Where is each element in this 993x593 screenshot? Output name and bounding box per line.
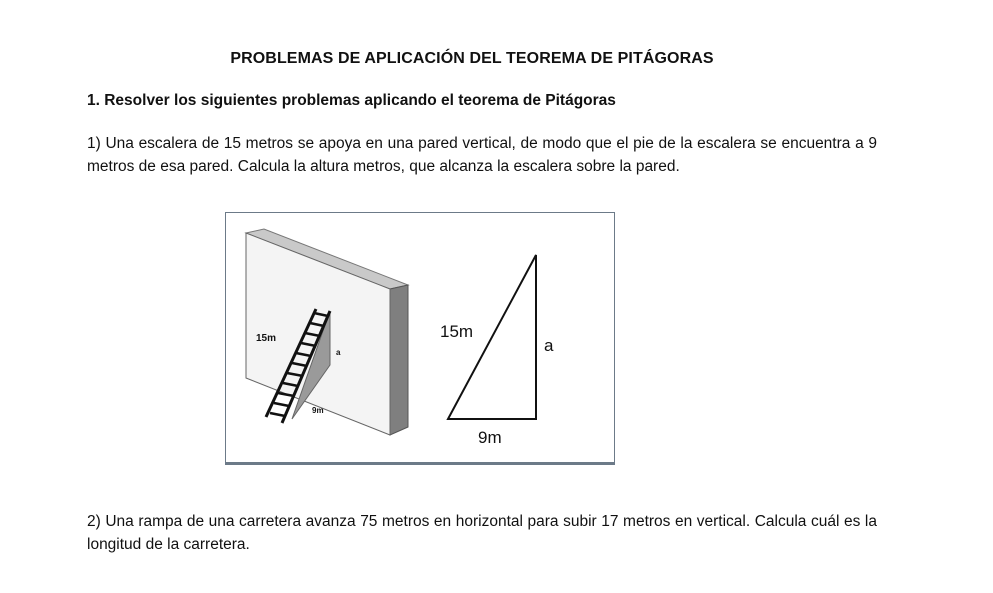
ladder-length-label: 15m — [256, 333, 277, 344]
pythagoras-figure — [225, 212, 615, 465]
wall-height-label: a — [336, 348, 341, 357]
page-title: PROBLEMAS DE APLICACIÓN DEL TEOREMA DE PITÁGORAS — [230, 50, 714, 67]
figure-drawing — [226, 213, 614, 462]
triangle-height-label: a — [544, 336, 554, 355]
triangle-hypotenuse-label: 15m — [440, 322, 474, 341]
section-heading: 1. Resolver los siguientes problemas aplicando el teorema de Pitágoras — [87, 92, 616, 109]
ladder-base-label: 9m — [312, 406, 324, 415]
problem-1-text: 1) Una escalera de 15 metros se apoya en una pared vertical, de modo que el pie de la escalera se encuentra a 9 metros de esa pared. Calcula la altura metros, que alcanza la escalera sobre la pared. — [87, 135, 877, 175]
triangle-base-label: 9m — [478, 428, 502, 447]
problem-2-text: 2) Una rampa de una carretera avanza 75 metros en horizontal para subir 17 metros en vertical. Calcula cuál es la longitud de la carretera. — [87, 513, 877, 553]
